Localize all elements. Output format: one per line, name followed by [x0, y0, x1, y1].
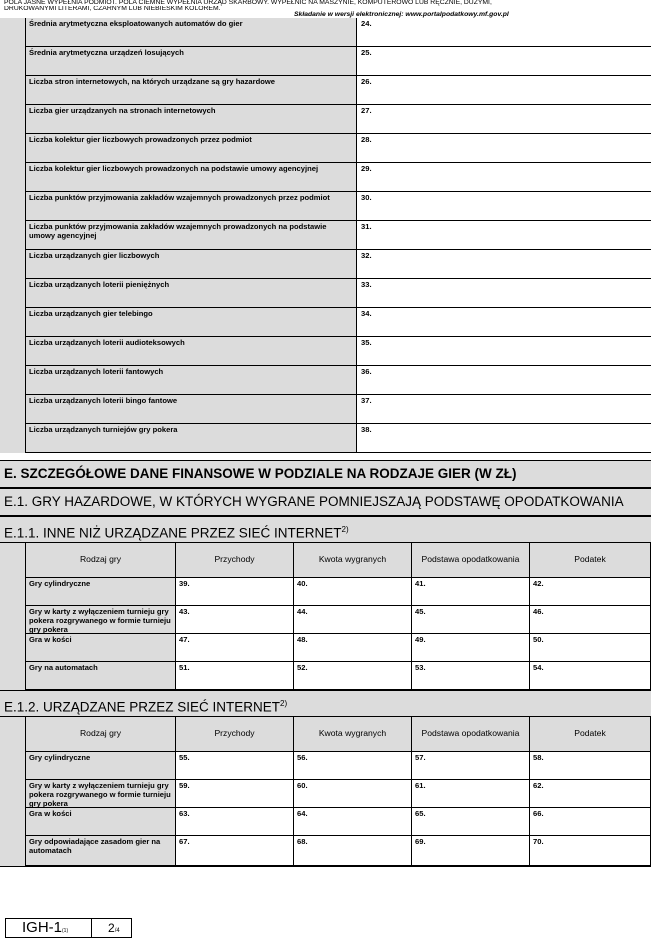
- section-d-row: [0, 105, 651, 134]
- column-header: Przychody: [176, 717, 294, 752]
- table-row: [26, 606, 651, 634]
- row-label: Liczba gier urządzanych na stronach internetowych: [26, 105, 357, 134]
- row-input-field[interactable]: 33.: [357, 279, 651, 308]
- amount-field[interactable]: 52.: [294, 662, 412, 690]
- row-label: Liczba stron internetowych, na których urządzane są gry hazardowe: [26, 76, 357, 105]
- section-d-row: [0, 18, 651, 47]
- amount-field[interactable]: 39.: [176, 578, 294, 606]
- table-row: [26, 662, 651, 690]
- amount-field[interactable]: 42.: [530, 578, 651, 606]
- row-label: Liczba kolektur gier liczbowych prowadzonych przez podmiot: [26, 134, 357, 163]
- amount-field[interactable]: 64.: [294, 808, 412, 836]
- section-e1-title: E.1. GRY HAZARDOWE, W KTÓRYCH WYGRANE POMNIEJSZAJĄ PODSTAWĘ OPODATKOWANIA: [0, 488, 651, 516]
- header-instructions-line1: POLA JASNE WYPEŁNIA PODMIOT. POLA CIEMNE WYPEŁNIA URZĄD SKARBOWY. WYPEŁNIĆ NA MASZYNIE, KOMPUTEROWO LUB RĘCZNIE, DUŻYMI,: [4, 0, 492, 6]
- amount-field[interactable]: 45.: [412, 606, 530, 634]
- row-gutter: [0, 163, 26, 192]
- amount-field[interactable]: 48.: [294, 634, 412, 662]
- row-gutter: [0, 192, 26, 221]
- section-d-row: [0, 395, 651, 424]
- table-e11: [0, 543, 651, 690]
- amount-field[interactable]: 69.: [412, 836, 530, 866]
- column-header: Kwota wygranych: [294, 717, 412, 752]
- amount-field[interactable]: 62.: [530, 780, 651, 808]
- section-d-row: [0, 308, 651, 337]
- header-electronic-submission: Składanie w wersji elektronicznej: www.portalpodatkowy.mf.gov.pl: [294, 11, 509, 18]
- table-header: [26, 717, 651, 752]
- game-type-label: Gry w karty z wyłączeniem turnieju gry pokera rozgrywanego w formie turnieju gry pokera: [26, 606, 176, 634]
- game-type-label: Gry na automatach: [26, 662, 176, 690]
- column-header: Podstawa opodatkowania: [412, 717, 530, 752]
- row-input-field[interactable]: 37.: [357, 395, 651, 424]
- amount-field[interactable]: 58.: [530, 752, 651, 780]
- row-gutter: [0, 134, 26, 163]
- row-input-field[interactable]: 31.: [357, 221, 651, 250]
- amount-field[interactable]: 49.: [412, 634, 530, 662]
- section-d-row: [0, 279, 651, 308]
- amount-field[interactable]: 46.: [530, 606, 651, 634]
- amount-field[interactable]: 63.: [176, 808, 294, 836]
- row-gutter: [0, 366, 26, 395]
- amount-field[interactable]: 54.: [530, 662, 651, 690]
- row-input-field[interactable]: 35.: [357, 337, 651, 366]
- header-instructions-line2: DRUKOWANYMI LITERAMI, CZARNYM LUB NIEBIESKIM KOLOREM.: [4, 6, 221, 12]
- row-input-field[interactable]: 26.: [357, 76, 651, 105]
- row-gutter: [0, 76, 26, 105]
- row-label: Średnia arytmetyczna urządzeń losujących: [26, 47, 357, 76]
- amount-field[interactable]: 60.: [294, 780, 412, 808]
- section-d-row: [0, 250, 651, 279]
- game-type-label: Gry cylindryczne: [26, 578, 176, 606]
- row-input-field[interactable]: 25.: [357, 47, 651, 76]
- table-row: [26, 836, 651, 866]
- amount-field[interactable]: 55.: [176, 752, 294, 780]
- amount-field[interactable]: 66.: [530, 808, 651, 836]
- table-gutter: [0, 543, 26, 690]
- table-gutter: [0, 717, 26, 866]
- footnote-marker: 2): [280, 699, 288, 708]
- row-input-field[interactable]: 32.: [357, 250, 651, 279]
- row-gutter: [0, 308, 26, 337]
- section-d-row: [0, 76, 651, 105]
- row-gutter: [0, 337, 26, 366]
- row-label: Liczba urządzanych loterii audioteksowych: [26, 337, 357, 366]
- amount-field[interactable]: 50.: [530, 634, 651, 662]
- amount-field[interactable]: 40.: [294, 578, 412, 606]
- row-input-field[interactable]: 34.: [357, 308, 651, 337]
- amount-field[interactable]: 67.: [176, 836, 294, 866]
- row-label: Liczba punktów przyjmowania zakładów wzajemnych prowadzonych przez podmiot: [26, 192, 357, 221]
- section-e-title: E. SZCZEGÓŁOWE DANE FINANSOWE W PODZIALE NA RODZAJE GIER (W ZŁ): [0, 460, 651, 488]
- section-d-row: [0, 47, 651, 76]
- amount-field[interactable]: 56.: [294, 752, 412, 780]
- section-d-row: [0, 192, 651, 221]
- row-label: Liczba urządzanych loterii fantowych: [26, 366, 357, 395]
- amount-field[interactable]: 41.: [412, 578, 530, 606]
- column-header: Rodzaj gry: [26, 543, 176, 578]
- game-type-label: Gry w karty z wyłączeniem turnieju gry pokera rozgrywanego w formie turnieju gry pokera: [26, 780, 176, 808]
- page-number: 2/4: [108, 921, 120, 935]
- section-e12-title: E.1.2. URZĄDZANE PRZEZ SIEĆ INTERNET$^{2)}$: [0, 690, 651, 717]
- amount-field[interactable]: 44.: [294, 606, 412, 634]
- footnote-marker: 2): [341, 525, 349, 534]
- column-header: Kwota wygranych: [294, 543, 412, 578]
- section-d-row: [0, 134, 651, 163]
- game-type-label: Gry cylindryczne: [26, 752, 176, 780]
- section-e11-title: E.1.1. INNE NIŻ URZĄDZANE PRZEZ SIEĆ INTERNET$^{2)}$: [0, 516, 651, 543]
- row-label: Liczba urządzanych gier liczbowych: [26, 250, 357, 279]
- table-row: [26, 634, 651, 662]
- game-type-label: Gry odpowiadające zasadom gier na automatach: [26, 836, 176, 866]
- table-header: [26, 543, 651, 578]
- amount-field[interactable]: 57.: [412, 752, 530, 780]
- column-header: Podatek: [530, 543, 651, 578]
- form-header: [4, 0, 649, 18]
- form-code: IGH-1(1): [6, 919, 92, 937]
- row-gutter: [0, 279, 26, 308]
- row-gutter: [0, 250, 26, 279]
- row-label: Liczba urządzanych gier telebingo: [26, 308, 357, 337]
- amount-field[interactable]: 47.: [176, 634, 294, 662]
- bottom-rule: [0, 866, 651, 867]
- column-header: Podatek: [530, 717, 651, 752]
- row-label: Liczba urządzanych turniejów gry pokera: [26, 424, 357, 453]
- table-row: [26, 578, 651, 606]
- row-gutter: [0, 105, 26, 134]
- amount-field[interactable]: 59.: [176, 780, 294, 808]
- amount-field[interactable]: 53.: [412, 662, 530, 690]
- section-d-row: [0, 163, 651, 192]
- section-d-row: [0, 366, 651, 395]
- column-header: Przychody: [176, 543, 294, 578]
- row-input-field[interactable]: 24.: [357, 18, 651, 47]
- section-d-row: [0, 337, 651, 366]
- amount-field[interactable]: 51.: [176, 662, 294, 690]
- table-row: [26, 752, 651, 780]
- row-gutter: [0, 47, 26, 76]
- row-input-field[interactable]: 27.: [357, 105, 651, 134]
- amount-field[interactable]: 43.: [176, 606, 294, 634]
- row-label: Liczba urządzanych loterii pieniężnych: [26, 279, 357, 308]
- row-gutter: [0, 18, 26, 47]
- amount-field[interactable]: 65.: [412, 808, 530, 836]
- amount-field[interactable]: 61.: [412, 780, 530, 808]
- form-footer: [5, 918, 132, 938]
- amount-field[interactable]: 68.: [294, 836, 412, 866]
- section-d-row: [0, 221, 651, 250]
- row-input-field[interactable]: 38.: [357, 424, 651, 453]
- game-type-label: Gra w kości: [26, 634, 176, 662]
- game-type-label: Gra w kości: [26, 808, 176, 836]
- column-header: Podstawa opodatkowania: [412, 543, 530, 578]
- table-e12: [0, 717, 651, 866]
- row-input-field[interactable]: 29.: [357, 163, 651, 192]
- table-row: [26, 780, 651, 808]
- row-label: Liczba urządzanych loterii bingo fantowe: [26, 395, 357, 424]
- row-input-field[interactable]: 30.: [357, 192, 651, 221]
- row-input-field[interactable]: 36.: [357, 366, 651, 395]
- amount-field[interactable]: 70.: [530, 836, 651, 866]
- row-gutter: [0, 395, 26, 424]
- row-input-field[interactable]: 28.: [357, 134, 651, 163]
- row-gutter: [0, 424, 26, 453]
- row-label: Średnia arytmetyczna eksploatowanych automatów do gier: [26, 18, 357, 47]
- section-d-row: [0, 424, 651, 453]
- row-gutter: [0, 221, 26, 250]
- row-label: Liczba punktów przyjmowania zakładów wzajemnych prowadzonych na podstawie umowy agencyjnej: [26, 221, 357, 250]
- row-label: Liczba kolektur gier liczbowych prowadzonych na podstawie umowy agencyjnej: [26, 163, 357, 192]
- column-header: Rodzaj gry: [26, 717, 176, 752]
- table-row: [26, 808, 651, 836]
